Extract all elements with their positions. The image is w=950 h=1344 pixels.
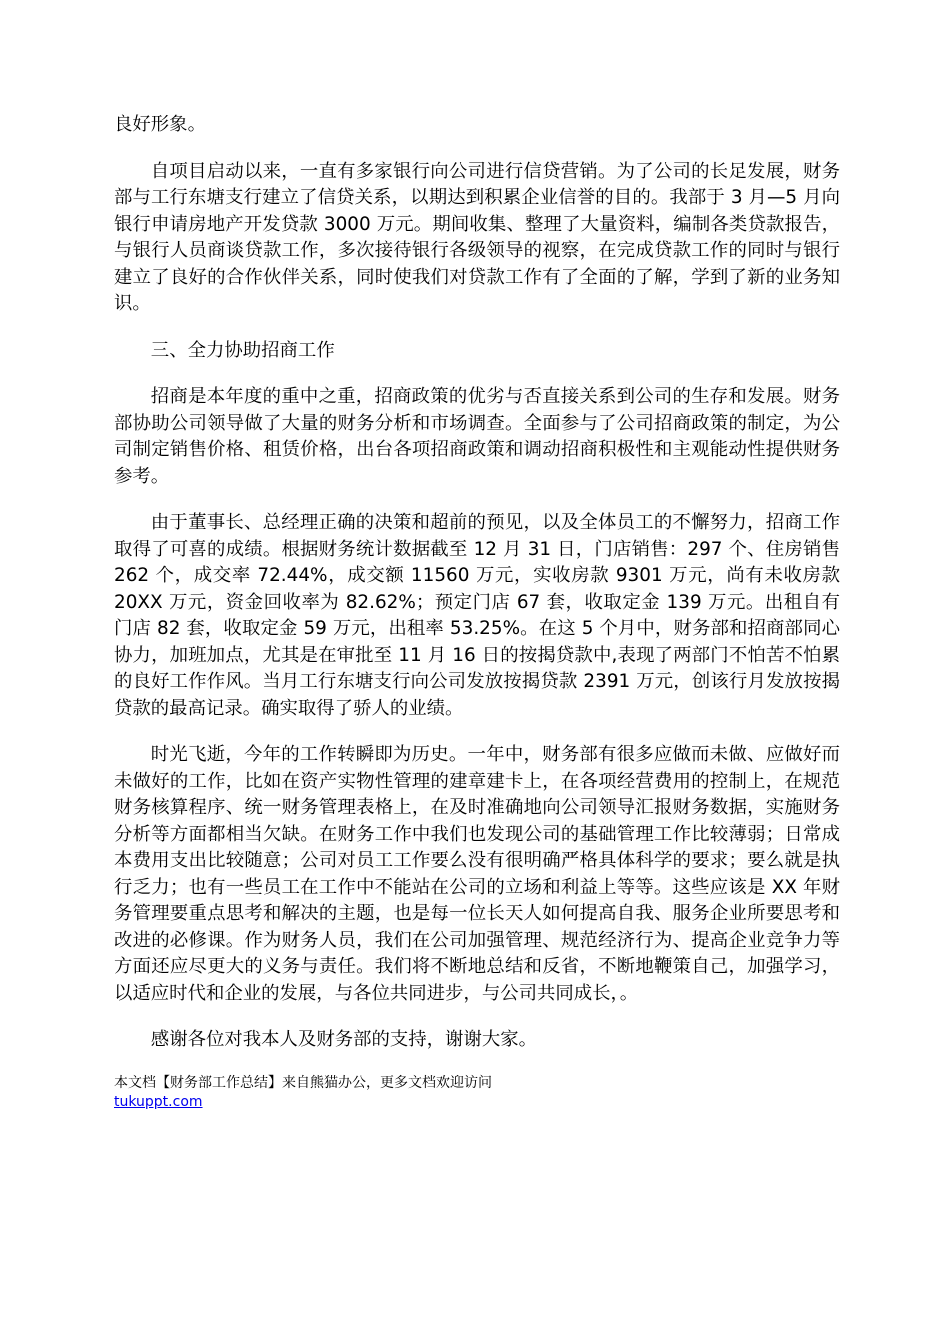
paragraph-investment-results: 由于董事长、总经理正确的决策和超前的预见，以及全体员工的不懈努力，招商工作取得了可喜的成绩。根据财务统计数据截至 12 月 31 日，门店销售：297 个、住房销售 262 个，成交率 72.44%，成交额 11560 万元，实收房款 9301 万元，尚有未收房款 20XX 万元，资金回收率为 82.62%；预定门店 67 套，收取定金 139 万元。出租自有门店 82 套，收取定金 59 万元，出租率 53.25%。在这 5 个月中，财务部和招商部同心协力，加班加点，尤其是在审批至 11 月 16 日的按揭贷款中,表现了两部门不怕苦不怕累的良好工作作风。当月工行东塘支行向公司发放按揭贷款 2391 万元，创该行月发放按揭贷款的最高记录。确实取得了骄人的业绩。 — [114, 512, 840, 719]
paragraph-bank-credit: 自项目启动以来，一直有多家银行向公司进行信贷营销。为了公司的长足发展，财务部与工行东塘支行建立了信贷关系，以期达到积累企业信誉的目的。我部于 3 月—5 月向银行申请房地产开发贷款 3000 万元。期间收集、整理了大量资料，编制各类贷款报告，与银行人员商谈贷款工作，多次接待银行各级领导的视察，在完成贷款工作的同时与银行建立了良好的合作伙伴关系，同时使我们对贷款工作有了全面的了解，学到了新的业务知识。 — [114, 160, 840, 314]
paragraph-investment-policy: 招商是本年度的重中之重，招商政策的优劣与否直接关系到公司的生存和发展。财务部协助公司领导做了大量的财务分析和市场调查。全面参与了公司招商政策的制定，为公司制定销售价格、租赁价格，出台各项招商政策和调动招商积极性和主观能动性提供财务参考。 — [114, 386, 840, 487]
paragraph-reflection: 时光飞逝，今年的工作转瞬即为历史。一年中，财务部有很多应做而未做、应做好而未做好的工作，比如在资产实物性管理的建章建卡上，在各项经营费用的控制上，在规范财务核算程序、统一财务管理表格上，在及时准确地向公司领导汇报财务数据，实施财务分析等方面都相当欠缺。在财务工作中我们也发现公司的基础管理工作比较薄弱；日常成本费用支出比较随意；公司对员工工作要么没有很明确严格具体科学的要求；要么就是执行乏力；也有一些员工在工作中不能站在公司的立场和利益上等等。这些应该是 XX 年财务管理要重点思考和解决的主题，也是每一位长天人如何提高自我、服务企业所要思考和改进的必修课。作为财务人员，我们在公司加强管理、规范经济行为、提高企业竞争力等方面还应尽更大的义务与责任。我们将不断地总结和反省，不断地鞭策自己，加强学习，以适应时代和企业的发展，与各位共同进步，与公司共同成长，。 — [114, 744, 840, 1004]
paragraph-closing-fragment: 良好形象。 — [114, 114, 206, 135]
paragraph-thanks: 感谢各位对我本人及财务部的支持，谢谢大家。 — [150, 1029, 538, 1050]
section-heading-investment: 三、全力协助招商工作 — [150, 339, 335, 361]
footer-source-text: 本文档【财务部工作总结】来自熊猫办公，更多文档欢迎访问 — [114, 1074, 492, 1091]
footer-link[interactable]: tukuppt.com — [114, 1093, 203, 1110]
document-page — [114, 112, 840, 1112]
document-footer — [114, 1074, 840, 1112]
